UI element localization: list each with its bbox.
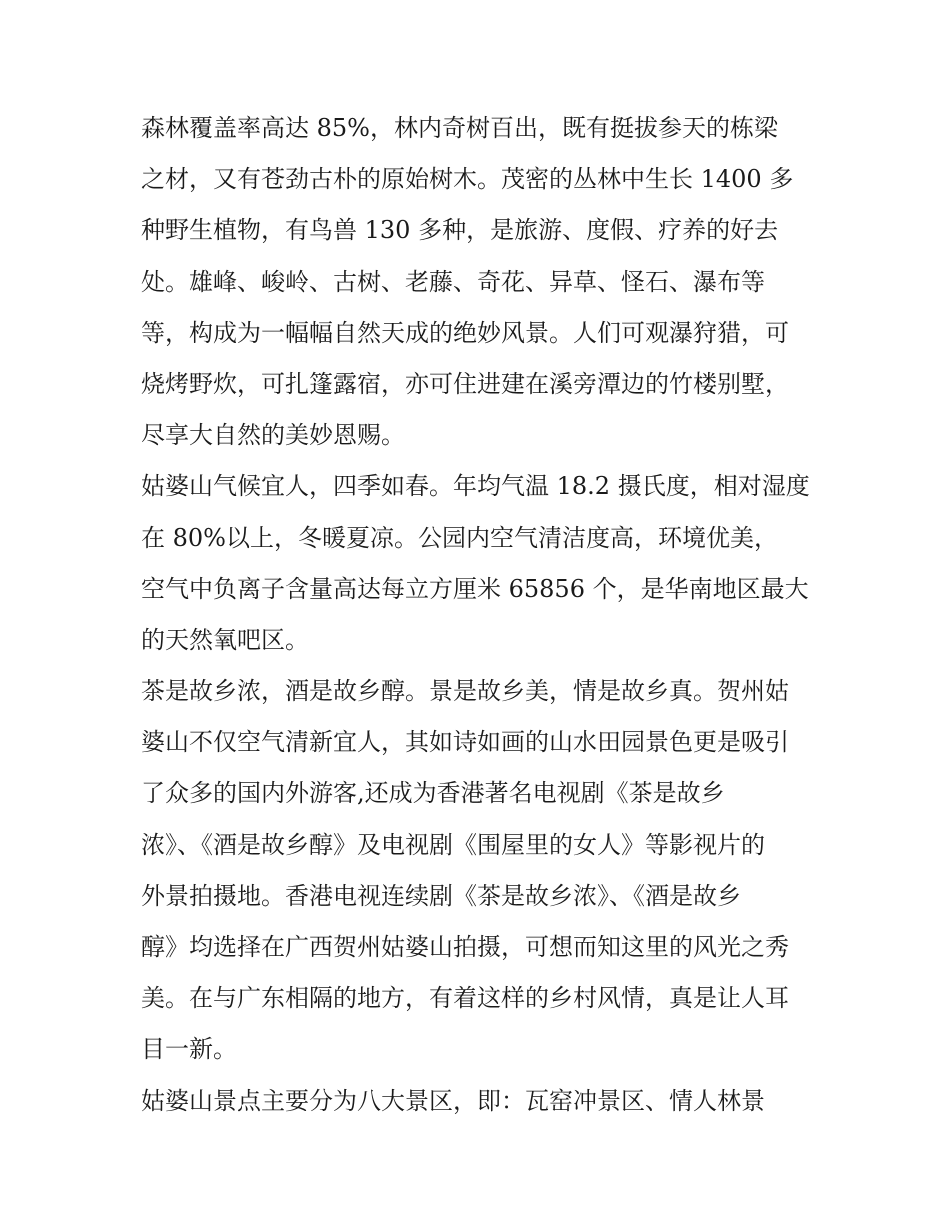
text-line: 等，构成为一幅幅自然天成的绝妙风景。人们可观瀑狩猎，可: [141, 318, 789, 347]
text-line: 之材，又有苍劲古朴的原始树木。茂密的丛林中生长 1400 多: [141, 165, 794, 194]
text-line: 种野生植物，有鸟兽 130 多种，是旅游、度假、疗养的好去: [141, 216, 779, 245]
text-line: 姑婆山景点主要分为八大景区，即：瓦窑冲景区、情人林景: [141, 1086, 765, 1115]
text-line: 了众多的国内外游客,还成为香港著名电视剧《茶是故乡: [141, 779, 725, 808]
body-text: [141, 103, 816, 1127]
text-line: 处。雄峰、峻岭、古树、老藤、奇花、异草、怪石、瀑布等: [141, 267, 765, 296]
text-line: 在 80%以上，冬暖夏凉。公园内空气清洁度高，环境优美，: [141, 523, 778, 552]
text-line: 空气中负离子含量高达每立方厘米 65856 个，是华南地区最大: [141, 574, 809, 603]
text-line: 美。在与广东相隔的地方，有着这样的乡村风情，真是让人耳: [141, 984, 789, 1013]
text-line: 目一新。: [141, 1035, 237, 1064]
text-line: 的天然氧吧区。: [141, 625, 309, 654]
text-line: 尽享大自然的美妙恩赐。: [141, 421, 405, 450]
text-line: 森林覆盖率高达 85%，林内奇树百出，既有挺拔参天的栋梁: [141, 114, 778, 142]
text-line: 婆山不仅空气清新宜人，其如诗如画的山水田园景色更是吸引: [141, 728, 789, 757]
text-line: 茶是故乡浓，酒是故乡醇。景是故乡美，情是故乡真。贺州姑: [141, 677, 789, 706]
text-line: 外景拍摄地。香港电视连续剧《茶是故乡浓》、《酒是故乡: [141, 881, 741, 910]
text-line: 浓》、《酒是故乡醇》及电视剧《围屋里的女人》等影视片的: [141, 830, 765, 859]
text-line: 烧烤野炊，可扎篷露宿，亦可住进建在溪旁潭边的竹楼别墅，: [141, 369, 789, 398]
text-line: 醇》均选择在广西贺州姑婆山拍摄，可想而知这里的风光之秀: [141, 933, 789, 961]
text-line: 姑婆山气候宜人，四季如春。年均气温 18.2 摄氏度，相对湿度: [141, 472, 810, 501]
